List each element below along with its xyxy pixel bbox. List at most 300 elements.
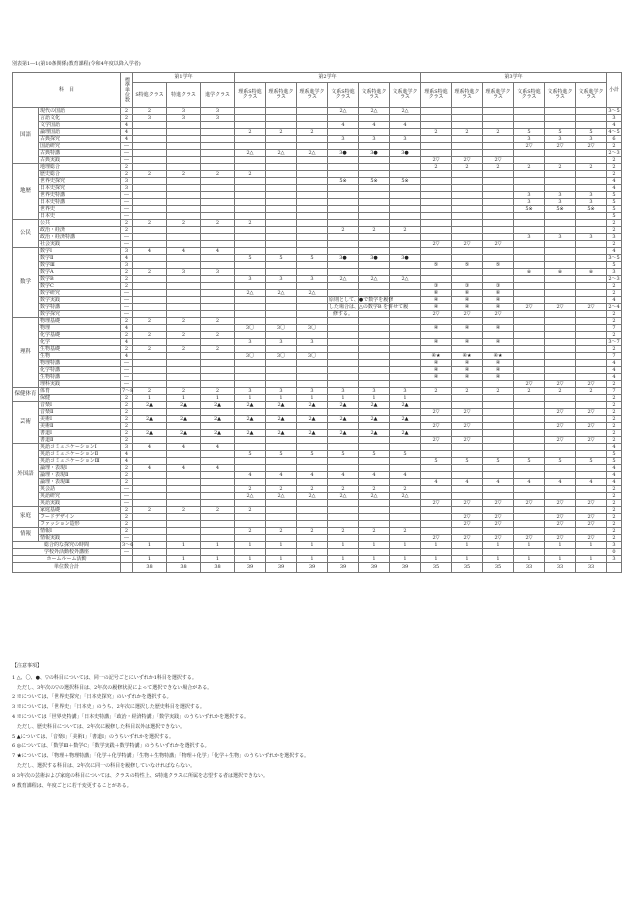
credit-cell xyxy=(545,157,576,164)
credit-cell xyxy=(545,353,576,360)
credit-cell: ⑤ xyxy=(452,262,483,269)
credit-cell xyxy=(266,262,297,269)
credit-cell xyxy=(576,290,607,297)
credit-cell xyxy=(359,514,390,521)
credit-cell xyxy=(133,514,167,521)
credit-cell xyxy=(328,213,359,220)
table-row xyxy=(13,290,622,297)
credit-cell xyxy=(576,472,607,479)
table-row xyxy=(13,276,622,283)
credit-cell: ※ xyxy=(545,269,576,276)
credit-cell xyxy=(514,248,545,255)
credit-cell xyxy=(421,486,452,493)
credit-cell xyxy=(514,430,545,437)
credit-cell xyxy=(266,374,297,381)
credit-cell xyxy=(514,507,545,514)
credit-cell: 1 xyxy=(576,556,607,563)
table-row xyxy=(13,192,622,199)
credit-cell xyxy=(545,451,576,458)
credit-cell xyxy=(452,185,483,192)
table-row xyxy=(13,353,622,360)
credit-cell: 2▲ xyxy=(201,430,235,437)
table-row xyxy=(13,507,622,514)
credit-cell xyxy=(390,262,421,269)
subtotal-cell: 2 xyxy=(607,521,622,528)
credit-cell: 2▲ xyxy=(266,430,297,437)
credit-cell: 3 xyxy=(167,115,201,122)
credit-cell xyxy=(167,262,201,269)
credit-cell xyxy=(576,332,607,339)
class-header: 文系進学クラス xyxy=(576,83,607,108)
credit-cell xyxy=(201,304,235,311)
credit-cell xyxy=(235,318,266,325)
credit-cell: 3 xyxy=(297,339,328,346)
standard-credits: 2 xyxy=(121,479,133,486)
credit-cell xyxy=(514,171,545,178)
credit-cell: 2▽ xyxy=(545,514,576,521)
credit-cell: 2▲ xyxy=(133,416,167,423)
credit-cell xyxy=(297,465,328,472)
credit-cell: 2▲ xyxy=(390,402,421,409)
credit-cell xyxy=(514,451,545,458)
credit-cell: 3 xyxy=(266,339,297,346)
table-row xyxy=(13,108,622,115)
class-header: 特進クラス xyxy=(167,83,201,108)
credit-cell xyxy=(483,276,514,283)
subject-name: 公共 xyxy=(39,220,121,227)
credit-cell: ④ xyxy=(483,339,514,346)
standard-credits: 2 xyxy=(121,437,133,444)
subject-name: フードデザイン xyxy=(39,514,121,521)
credit-cell: ④ xyxy=(483,367,514,374)
class-header: S特進クラス xyxy=(133,83,167,108)
standard-credits: 2 xyxy=(121,227,133,234)
table-row xyxy=(13,136,622,143)
credit-cell xyxy=(390,248,421,255)
table-row xyxy=(13,458,622,465)
credit-cell xyxy=(167,143,201,150)
credit-cell: 2 xyxy=(235,220,266,227)
credit-cell xyxy=(201,297,235,304)
credit-cell: 39 xyxy=(266,563,297,573)
credit-cell xyxy=(235,367,266,374)
credit-cell xyxy=(359,143,390,150)
credit-cell xyxy=(576,402,607,409)
credit-cell: 3 xyxy=(514,136,545,143)
credit-cell xyxy=(328,129,359,136)
credit-cell xyxy=(514,262,545,269)
credit-cell xyxy=(483,185,514,192)
credit-cell xyxy=(297,409,328,416)
credit-cell xyxy=(133,164,167,171)
credit-cell xyxy=(514,227,545,234)
standard-credits: ― xyxy=(121,290,133,297)
credit-cell xyxy=(576,185,607,192)
credit-cell xyxy=(390,213,421,220)
credit-cell xyxy=(328,206,359,213)
credit-cell xyxy=(167,178,201,185)
credit-cell: 2▽ xyxy=(576,521,607,528)
credit-cell xyxy=(297,192,328,199)
subject-name: 現代の国語 xyxy=(39,108,121,115)
credit-cell: 2 xyxy=(133,332,167,339)
credit-cell xyxy=(167,479,201,486)
credit-cell xyxy=(514,283,545,290)
credit-cell xyxy=(421,549,452,556)
credit-cell xyxy=(514,276,545,283)
credit-cell xyxy=(167,290,201,297)
subject-name: 数学Ⅰ xyxy=(39,248,121,255)
credit-cell xyxy=(328,164,359,171)
credit-cell: 1 xyxy=(266,542,297,549)
subtotal-cell: 3～7 xyxy=(608,338,620,345)
note-line: 3 ※については、「世界史」「日本史」のうち、2年次に選択した歴史科目を選択する。 xyxy=(12,704,205,711)
credit-cell xyxy=(359,248,390,255)
table-row xyxy=(13,395,622,402)
standard-credits: 2 xyxy=(121,514,133,521)
credit-cell xyxy=(133,304,167,311)
credit-cell xyxy=(133,374,167,381)
standard-credits: 4 xyxy=(121,122,133,129)
credit-cell xyxy=(235,269,266,276)
credit-cell xyxy=(483,220,514,227)
subtotal-cell: 2 xyxy=(607,395,622,402)
credit-cell xyxy=(297,248,328,255)
subject-name: 音楽Ⅰ xyxy=(39,402,121,409)
credit-cell xyxy=(483,486,514,493)
credit-cell xyxy=(390,381,421,388)
credit-cell xyxy=(297,521,328,528)
credit-cell: 1 xyxy=(133,395,167,402)
credit-cell xyxy=(421,430,452,437)
credit-cell: 2△ xyxy=(235,150,266,157)
credit-cell xyxy=(483,528,514,535)
credit-cell xyxy=(452,255,483,262)
credit-cell: 2▽ xyxy=(545,500,576,507)
subject-header: 科 目 xyxy=(13,73,121,108)
credit-cell xyxy=(390,269,421,276)
credit-cell: 1 xyxy=(390,395,421,402)
credit-cell xyxy=(297,381,328,388)
standard-credits: ― xyxy=(121,311,133,318)
table-row xyxy=(13,493,622,500)
credit-cell xyxy=(266,136,297,143)
credit-cell: 2 xyxy=(576,164,607,171)
credit-cell xyxy=(201,311,235,318)
credit-cell: 2 xyxy=(483,129,514,136)
credit-cell xyxy=(297,360,328,367)
credit-cell xyxy=(576,395,607,402)
credit-cell xyxy=(359,157,390,164)
credit-cell xyxy=(514,528,545,535)
credit-cell: 3〇 xyxy=(297,353,328,360)
credit-cell xyxy=(514,157,545,164)
credit-cell: 2▽ xyxy=(421,409,452,416)
credit-cell xyxy=(390,234,421,241)
credit-cell: 2▽ xyxy=(421,157,452,164)
credit-cell xyxy=(133,549,167,556)
standard-credits: ― xyxy=(121,199,133,206)
credit-cell xyxy=(266,423,297,430)
credit-cell xyxy=(297,234,328,241)
subject-group: 理科 xyxy=(13,318,39,388)
credit-cell xyxy=(133,528,167,535)
credit-cell: 2 xyxy=(235,486,266,493)
credit-cell: 2 xyxy=(452,388,483,395)
credit-cell xyxy=(359,234,390,241)
curriculum-table xyxy=(12,72,622,573)
credit-cell: 38 xyxy=(201,563,235,573)
table-header xyxy=(13,73,622,108)
credit-cell xyxy=(201,479,235,486)
credit-cell: 2▽ xyxy=(452,535,483,542)
credit-cell: 1 xyxy=(167,395,201,402)
credit-cell: 2 xyxy=(133,318,167,325)
credit-cell xyxy=(266,164,297,171)
credit-cell: 2▽ xyxy=(421,241,452,248)
table-row xyxy=(13,283,622,290)
credit-cell: 2 xyxy=(576,388,607,395)
credit-cell xyxy=(167,122,201,129)
credit-cell xyxy=(483,269,514,276)
credit-cell: ④ xyxy=(483,325,514,332)
subtotal-cell: 4 xyxy=(607,367,622,374)
subject-name: 美術Ⅰ xyxy=(39,416,121,423)
note-line: 2 ※については、「世界史探究」「日本史探究」のいずれかを選択する。 xyxy=(12,694,172,701)
credit-cell xyxy=(421,206,452,213)
credit-cell: 5 xyxy=(483,458,514,465)
credit-cell xyxy=(133,339,167,346)
credit-cell xyxy=(359,283,390,290)
standard-credits: 2 xyxy=(121,402,133,409)
credit-cell xyxy=(452,248,483,255)
credit-cell xyxy=(545,171,576,178)
credit-cell: 1 xyxy=(297,542,328,549)
subject-name: 物理特講 xyxy=(39,360,121,367)
table-row xyxy=(13,318,622,325)
credit-cell xyxy=(576,297,607,304)
credit-cell xyxy=(576,171,607,178)
credit-cell xyxy=(452,528,483,535)
credit-cell: 3● xyxy=(328,150,359,157)
credit-cell xyxy=(133,157,167,164)
credit-cell: 4 xyxy=(328,122,359,129)
subtotal-cell: 3～5 xyxy=(608,107,620,114)
credit-cell: 2△ xyxy=(359,276,390,283)
credit-cell: 2 xyxy=(133,346,167,353)
subject-group: 国語 xyxy=(13,108,39,164)
credit-cell xyxy=(133,311,167,318)
credit-cell xyxy=(452,549,483,556)
credit-cell xyxy=(235,444,266,451)
subtotal-cell: 2 xyxy=(607,514,622,521)
credit-cell: 4 xyxy=(167,248,201,255)
credit-cell xyxy=(390,521,421,528)
credit-cell: 2▽ xyxy=(545,381,576,388)
credit-cell: 1 xyxy=(167,542,201,549)
credit-cell xyxy=(390,339,421,346)
credit-cell xyxy=(421,227,452,234)
credit-cell xyxy=(514,465,545,472)
credit-cell xyxy=(421,381,452,388)
credit-cell xyxy=(266,367,297,374)
credit-cell: 2▲ xyxy=(235,402,266,409)
credit-cell xyxy=(133,185,167,192)
credit-cell xyxy=(235,234,266,241)
credit-cell xyxy=(201,437,235,444)
credit-cell xyxy=(576,374,607,381)
table-row xyxy=(13,465,622,472)
credit-cell: 2△ xyxy=(390,276,421,283)
credit-cell xyxy=(483,549,514,556)
credit-cell: 1 xyxy=(133,542,167,549)
credit-cell xyxy=(421,269,452,276)
credit-cell xyxy=(235,458,266,465)
credit-cell xyxy=(133,493,167,500)
standard-credits: 3～6 xyxy=(122,541,134,548)
credit-cell xyxy=(167,227,201,234)
credit-cell xyxy=(133,472,167,479)
credit-cell: 39 xyxy=(328,563,359,573)
credit-cell xyxy=(359,220,390,227)
credit-cell xyxy=(266,465,297,472)
subject-name: 家庭基礎 xyxy=(39,507,121,514)
credit-cell xyxy=(133,381,167,388)
credit-cell: 3 xyxy=(576,192,607,199)
credit-cell xyxy=(266,115,297,122)
credit-cell xyxy=(133,297,167,304)
credit-cell xyxy=(514,416,545,423)
credit-cell xyxy=(514,185,545,192)
subtotal-cell: 3 xyxy=(607,542,622,549)
subtotal-cell: 2 xyxy=(607,220,622,227)
credit-cell xyxy=(167,374,201,381)
credit-cell xyxy=(167,185,201,192)
credit-cell xyxy=(545,213,576,220)
credit-cell xyxy=(235,262,266,269)
credit-cell: 39 xyxy=(235,563,266,573)
credit-cell xyxy=(328,500,359,507)
credit-cell xyxy=(266,199,297,206)
subtotal-cell: 2 xyxy=(607,402,622,409)
credit-cell xyxy=(514,318,545,325)
credit-cell xyxy=(483,444,514,451)
subject-group: 芸術 xyxy=(13,402,39,444)
credit-cell: 2▽ xyxy=(452,311,483,318)
credit-cell: 2▽ xyxy=(576,500,607,507)
credit-cell: 4 xyxy=(167,465,201,472)
credit-cell: ③ xyxy=(421,283,452,290)
credit-cell: ④★ xyxy=(483,353,514,360)
credit-cell: 2▽ xyxy=(421,500,452,507)
credit-cell xyxy=(167,304,201,311)
standard-credits: 4 xyxy=(121,255,133,262)
credit-cell: 2 xyxy=(266,129,297,136)
credit-cell: 1 xyxy=(545,556,576,563)
credit-cell: ⑥ xyxy=(421,290,452,297)
credit-cell xyxy=(514,297,545,304)
credit-cell xyxy=(359,367,390,374)
credit-cell: 2▽ xyxy=(452,423,483,430)
subtotal-cell: 3 xyxy=(607,269,622,276)
table-row xyxy=(13,521,622,528)
credit-cell: 2 xyxy=(133,388,167,395)
credit-cell: 2▽ xyxy=(576,437,607,444)
credit-cell xyxy=(235,206,266,213)
credit-cell: 1 xyxy=(359,542,390,549)
credit-cell xyxy=(483,472,514,479)
notes-section xyxy=(12,662,612,791)
subject-name: ファッション造形 xyxy=(39,521,121,528)
subtotal-cell: 2 xyxy=(607,507,622,514)
credit-cell: 2▽ xyxy=(576,143,607,150)
credit-cell xyxy=(390,549,421,556)
credit-cell xyxy=(266,514,297,521)
credit-cell xyxy=(514,444,545,451)
credit-cell xyxy=(514,178,545,185)
credit-cell xyxy=(328,171,359,178)
standard-credits: 2 xyxy=(121,416,133,423)
credit-cell xyxy=(483,381,514,388)
credit-cell: 2 xyxy=(167,388,201,395)
credit-cell xyxy=(266,479,297,486)
subject-name: 数学B xyxy=(39,276,121,283)
subtotal-cell: 4 xyxy=(607,122,622,129)
credit-cell: 2▽ xyxy=(483,521,514,528)
credit-cell xyxy=(359,311,390,318)
credit-cell xyxy=(483,255,514,262)
credit-cell xyxy=(235,500,266,507)
credit-cell: 2▽ xyxy=(576,423,607,430)
credit-cell: 2▲ xyxy=(359,416,390,423)
credit-cell xyxy=(545,507,576,514)
credit-cell xyxy=(201,325,235,332)
credit-cell xyxy=(452,192,483,199)
table-row xyxy=(13,164,622,171)
credit-cell xyxy=(235,514,266,521)
credit-cell: 35 xyxy=(483,563,514,573)
credit-cell xyxy=(235,122,266,129)
credit-cell xyxy=(167,451,201,458)
subject-name: 化学基礎 xyxy=(39,332,121,339)
credit-cell: 1 xyxy=(297,556,328,563)
credit-cell xyxy=(201,472,235,479)
subtotal-cell: 4 xyxy=(607,479,622,486)
subject-name: 書道Ⅱ xyxy=(39,437,121,444)
credit-cell xyxy=(167,514,201,521)
credit-cell xyxy=(167,241,201,248)
credit-cell: 2▲ xyxy=(328,416,359,423)
credit-cell xyxy=(483,143,514,150)
credit-cell xyxy=(266,234,297,241)
credit-cell xyxy=(514,290,545,297)
standard-credits: ― xyxy=(121,192,133,199)
subtotal-cell: 6 xyxy=(607,136,622,143)
table-row xyxy=(13,150,622,157)
standard-credits: ― xyxy=(121,143,133,150)
credit-cell xyxy=(328,521,359,528)
credit-cell xyxy=(133,129,167,136)
credit-cell xyxy=(514,486,545,493)
credit-cell xyxy=(452,276,483,283)
credit-cell: 1 xyxy=(201,395,235,402)
credit-cell xyxy=(483,416,514,423)
credit-cell xyxy=(483,248,514,255)
standard-credits: 2 xyxy=(121,423,133,430)
credit-cell: 3 xyxy=(201,269,235,276)
credit-cell xyxy=(483,332,514,339)
credit-cell xyxy=(576,178,607,185)
